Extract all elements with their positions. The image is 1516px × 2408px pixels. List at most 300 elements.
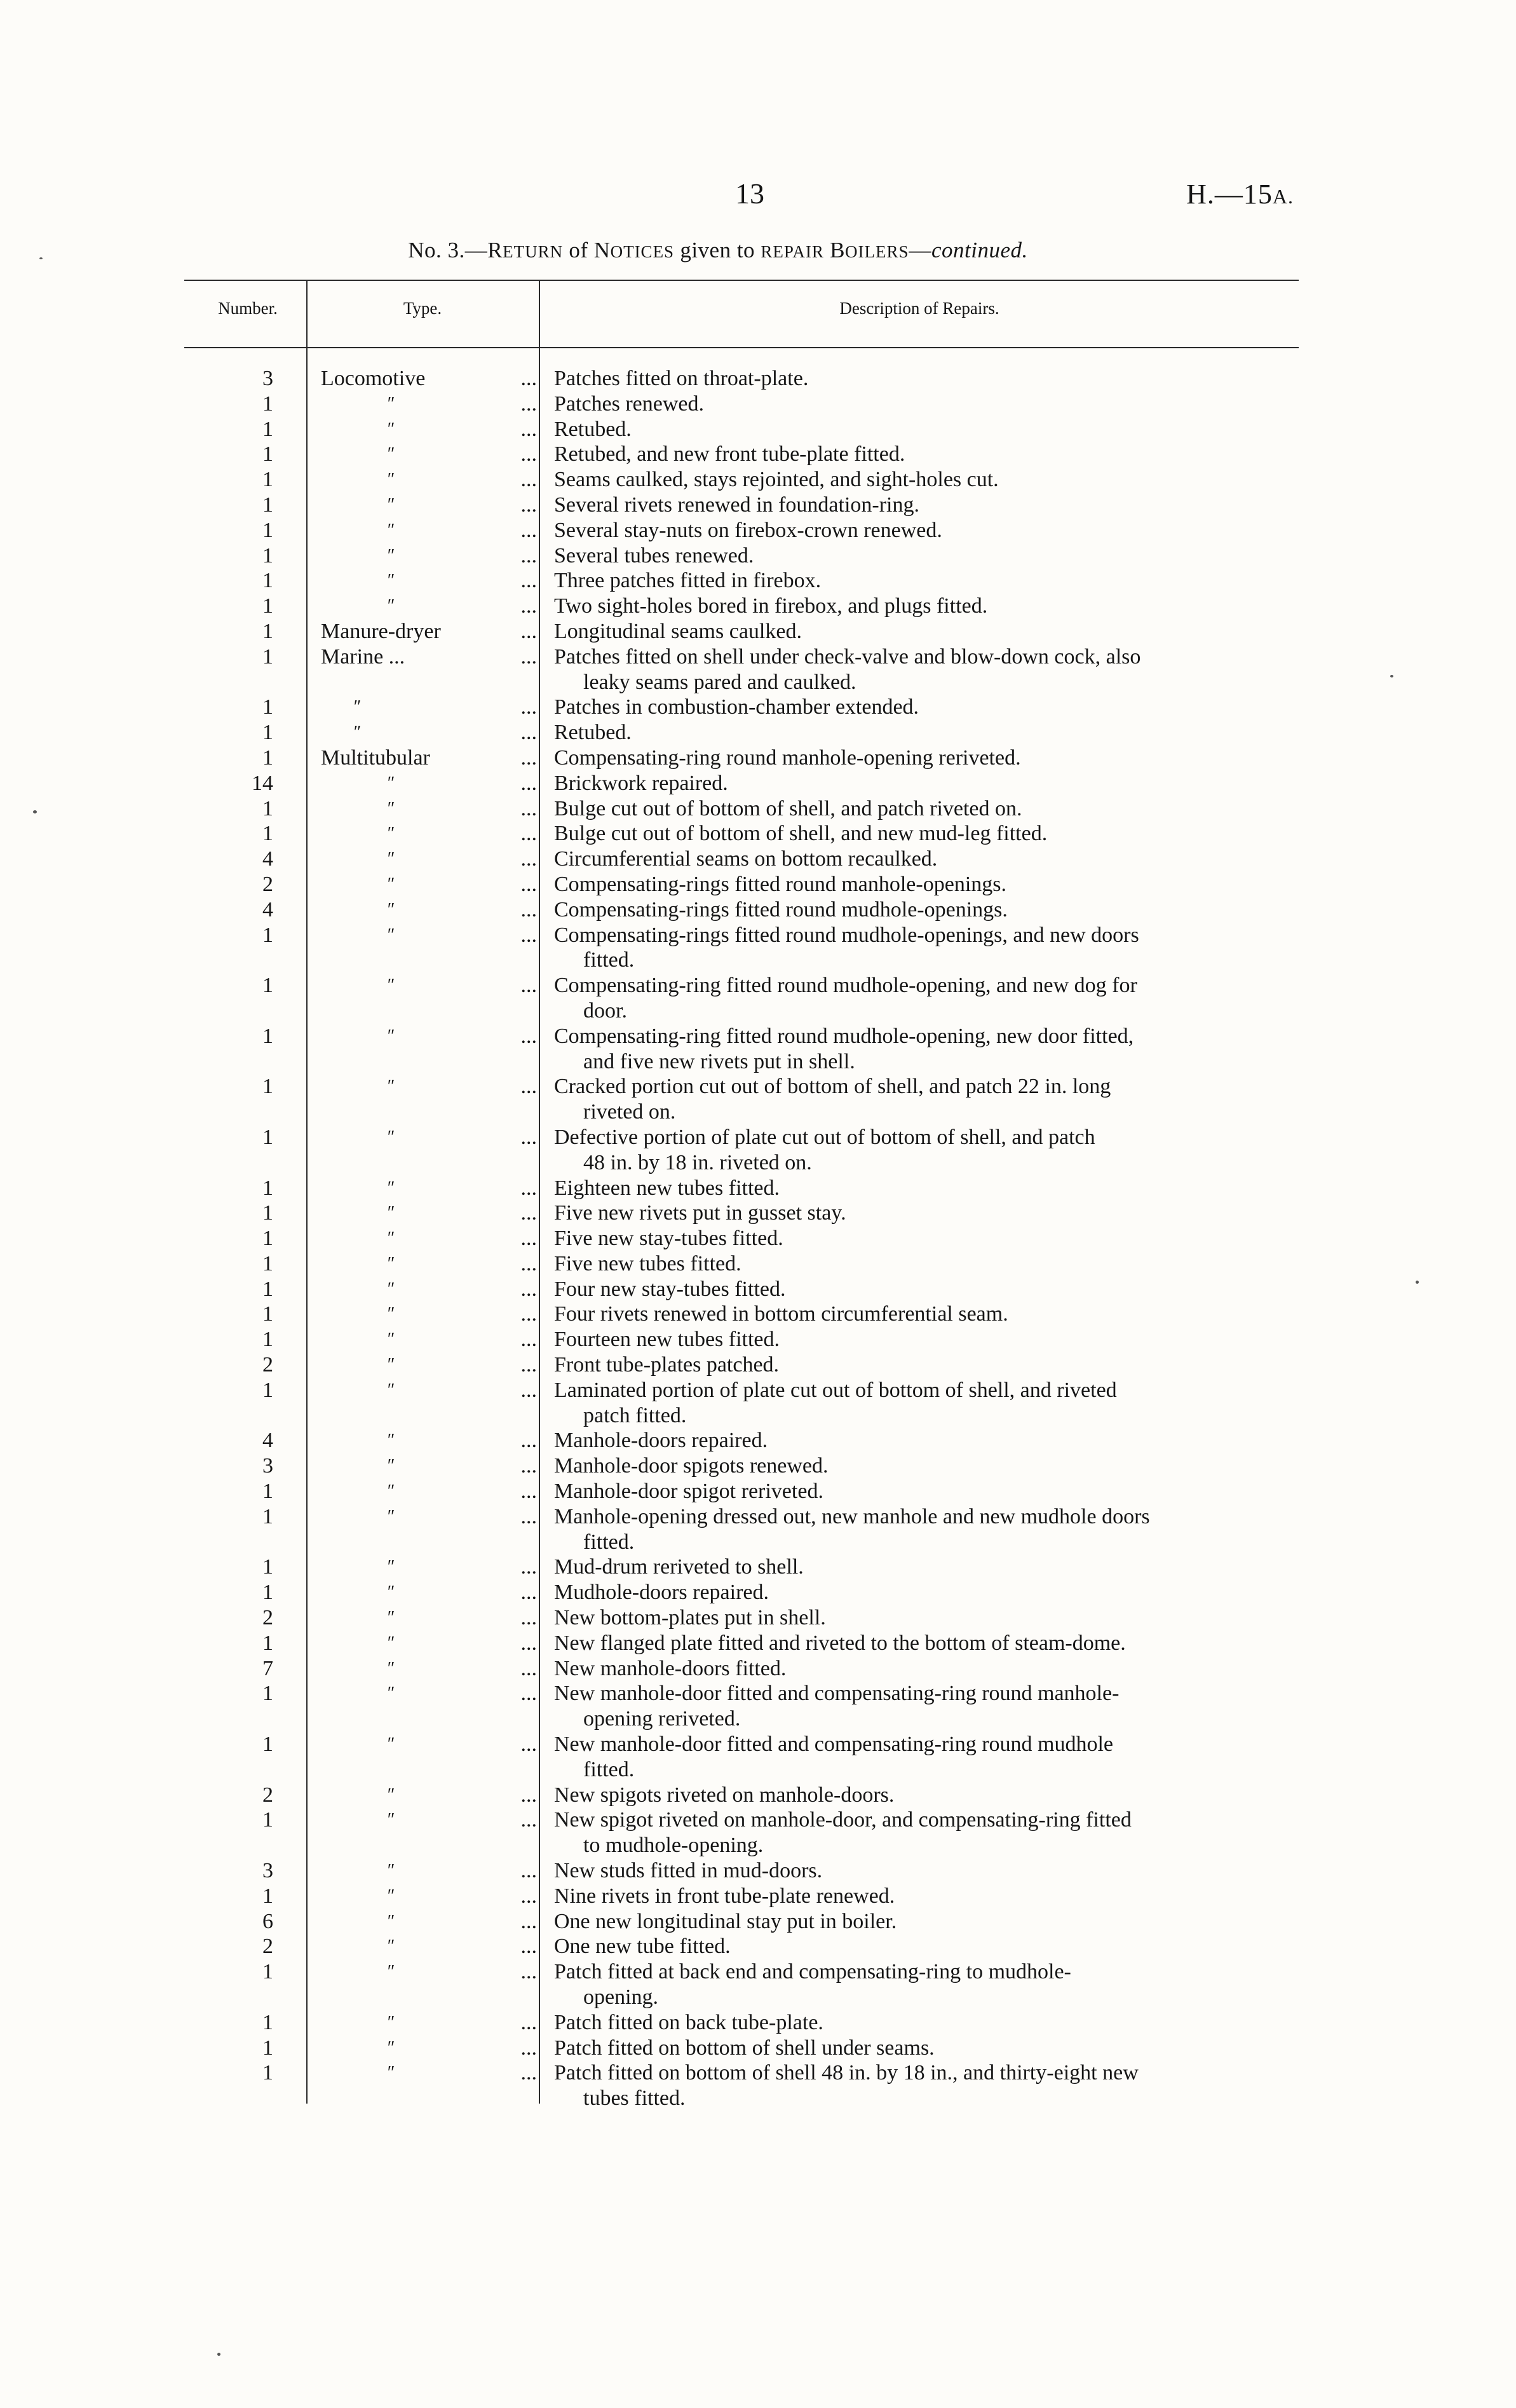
row-description (554, 1176, 1304, 1201)
description-line: Eighteen new tubes fitted. (554, 1176, 780, 1200)
description-line: Compensating-ring fitted round mudhole-opening, and new dog for (554, 974, 1137, 998)
row-type-ditto: ″ (386, 925, 394, 945)
row-description (554, 1783, 1304, 1808)
row-type-ditto: ″ (386, 849, 394, 869)
print-speck (1390, 675, 1393, 677)
row-description (554, 644, 1304, 695)
row-number: 4 (262, 897, 273, 922)
title-return-rest: ETURN (503, 242, 564, 261)
table-row (0, 1681, 1516, 1732)
row-description (554, 1074, 1304, 1125)
leader-dots: ... (520, 1859, 537, 1883)
row-description (554, 1605, 1304, 1631)
table-row (0, 1631, 1516, 1656)
description-line: Patches renewed. (554, 391, 705, 416)
row-number: 1 (262, 1227, 273, 1251)
table-row (0, 568, 1516, 594)
row-description (554, 1226, 1304, 1251)
row-description (554, 1580, 1304, 1605)
row-description (554, 1201, 1304, 1226)
description-line: Four rivets renewed in bottom circumferential seam. (554, 1302, 1008, 1326)
row-number: 2 (262, 1353, 273, 1377)
table-row (0, 1580, 1516, 1605)
row-type-ditto: ″ (386, 470, 394, 490)
description-line: New manhole-doors fitted. (554, 1656, 787, 1680)
row-type-ditto: ″ (386, 1203, 394, 1223)
row-type-ditto: ″ (386, 874, 394, 894)
row-description (554, 1681, 1304, 1732)
table-row (0, 1327, 1516, 1352)
leader-dots: ... (520, 1935, 537, 1959)
title-given-to: given to (674, 238, 761, 262)
leader-dots: ... (520, 822, 537, 846)
title-return-r: R (487, 238, 503, 262)
row-number: 1 (262, 2061, 273, 2085)
row-description (554, 568, 1304, 594)
row-number: 14 (252, 771, 273, 795)
table-row (0, 366, 1516, 391)
table-row (0, 973, 1516, 1024)
leader-dots: ... (520, 695, 537, 719)
row-description (554, 897, 1304, 923)
leader-dots: ... (520, 2010, 537, 2034)
row-number: 1 (262, 695, 273, 719)
title-of: of (563, 238, 594, 262)
table-row (0, 1783, 1516, 1808)
column-header-number: Number. (218, 299, 278, 318)
table-row (0, 1201, 1516, 1226)
row-description (554, 1858, 1304, 1884)
row-description (554, 1428, 1304, 1453)
row-description (554, 594, 1304, 619)
description-line: Compensating-ring round manhole-opening reriveted. (554, 745, 1021, 770)
row-number: 1 (262, 721, 273, 745)
row-number: 1 (262, 594, 273, 618)
table-row (0, 821, 1516, 847)
row-type-ditto: ″ (386, 1026, 394, 1046)
table-row (0, 1554, 1516, 1580)
leader-dots: ... (520, 543, 537, 568)
description-line: Patch fitted on bottom of shell under seams. (554, 2036, 935, 2060)
leader-dots: ... (520, 442, 537, 466)
row-number: 1 (262, 493, 273, 517)
row-type-ditto: ″ (386, 773, 394, 793)
row-description (554, 467, 1304, 493)
leader-dots: ... (520, 1176, 537, 1200)
row-description (554, 973, 1304, 1024)
leader-dots: ... (520, 1378, 537, 1402)
table-row (0, 1909, 1516, 1935)
row-type-ditto: ″ (386, 419, 394, 439)
doc-ref-main: H.—15 (1186, 179, 1273, 210)
table-row (0, 1934, 1516, 1959)
row-type-ditto: ″ (386, 1481, 394, 1502)
row-number: 2 (262, 1935, 273, 1959)
row-type-ditto: ″ (386, 976, 394, 996)
row-description (554, 518, 1304, 543)
row-type-ditto: ″ (386, 899, 394, 920)
row-number: 1 (262, 1125, 273, 1149)
leader-dots: ... (520, 594, 537, 618)
row-number: 3 (262, 367, 273, 390)
table-row (0, 1732, 1516, 1783)
row-type-ditto: ″ (386, 545, 394, 566)
table-row (0, 1605, 1516, 1631)
row-description (554, 847, 1304, 872)
description-line: Compensating-rings fitted round manhole-openings. (554, 872, 1006, 896)
description-line: Manhole-opening dressed out, new manhole and new mudhole doors (554, 1504, 1150, 1528)
row-number: 2 (262, 1783, 273, 1807)
table-row (0, 1125, 1516, 1176)
table-row (0, 1352, 1516, 1378)
row-type-ditto: ″ (386, 1431, 394, 1451)
row-number: 1 (262, 1581, 273, 1605)
row-type-ditto: ″ (386, 1253, 394, 1274)
row-number: 1 (262, 1960, 273, 1984)
table-row (0, 1251, 1516, 1277)
table-row (0, 1226, 1516, 1251)
table-row (0, 2060, 1516, 2111)
table-row (0, 897, 1516, 923)
table-row (0, 847, 1516, 872)
row-type-ditto: ″ (353, 723, 360, 743)
row-type-ditto: ″ (386, 1684, 394, 1704)
table-row (0, 644, 1516, 695)
title-notices-rest: OTICES (610, 242, 675, 261)
row-description (554, 2010, 1304, 2036)
leader-dots: ... (520, 1479, 537, 1504)
row-description (554, 1631, 1304, 1656)
description-line: Several rivets renewed in foundation-ring. (554, 493, 919, 517)
leader-dots: ... (520, 1504, 537, 1528)
row-description (554, 1378, 1304, 1429)
row-description (554, 695, 1304, 720)
description-continuation: opening reriveted. (583, 1707, 741, 1731)
description-line: New manhole-door fitted and compensating-ring round mudhole (554, 1732, 1113, 1757)
row-number: 1 (262, 1555, 273, 1579)
description-continuation: riveted on. (583, 1100, 676, 1124)
leader-dots: ... (520, 1328, 537, 1352)
row-number: 2 (262, 872, 273, 896)
row-number: 2 (262, 1606, 273, 1630)
description-line: Compensating-rings fitted round mudhole-openings. (554, 897, 1008, 922)
leader-dots: ... (520, 847, 537, 871)
row-description (554, 417, 1304, 442)
leader-dots: ... (520, 468, 537, 492)
description-line: Brickwork repaired. (554, 771, 728, 795)
leader-dots: ... (520, 796, 537, 820)
row-type-ditto: ″ (386, 1380, 394, 1400)
leader-dots: ... (520, 1302, 537, 1326)
row-type-ditto: ″ (386, 393, 394, 414)
description-line: Patches in combustion-chamber extended. (554, 695, 919, 719)
leader-dots: ... (520, 1631, 537, 1655)
row-number: 1 (262, 619, 273, 643)
row-type-ditto: ″ (386, 494, 394, 515)
row-description (554, 1453, 1304, 1479)
description-line: Longitudinal seams caulked. (554, 619, 802, 643)
row-number: 3 (262, 1859, 273, 1883)
leader-dots: ... (520, 1353, 537, 1377)
row-type-ditto: ″ (386, 1279, 394, 1299)
row-number: 1 (262, 518, 273, 542)
row-description (554, 1479, 1304, 1504)
description-line: Retubed. (554, 721, 632, 745)
table-row (0, 771, 1516, 796)
row-description (554, 1277, 1304, 1302)
row-type-ditto: ″ (386, 1911, 394, 1931)
description-line: Patches fitted on throat-plate. (554, 367, 809, 390)
table-row (0, 1656, 1516, 1682)
description-line: One new tube fitted. (554, 1935, 731, 1959)
row-type-ditto: ″ (386, 1861, 394, 1881)
print-speck (33, 810, 37, 813)
title-repair: REPAIR (761, 242, 824, 261)
column-header-type: Type. (403, 299, 442, 318)
description-line: Bulge cut out of bottom of shell, and patch riveted on. (554, 796, 1022, 820)
row-number: 1 (262, 796, 273, 820)
leader-dots: ... (520, 391, 537, 416)
row-type-ditto: ″ (386, 1962, 394, 1982)
description-continuation: 48 in. by 18 in. riveted on. (583, 1150, 812, 1174)
table-row (0, 518, 1516, 543)
table-row (0, 2010, 1516, 2036)
row-type-ditto: ″ (386, 520, 394, 540)
row-description (554, 1807, 1304, 1858)
table-row (0, 872, 1516, 897)
row-number: 4 (262, 847, 273, 871)
row-number: 1 (262, 822, 273, 846)
table-row (0, 467, 1516, 493)
description-line: Compensating-ring fitted round mudhole-opening, new door fitted, (554, 1024, 1134, 1048)
row-number: 1 (262, 391, 273, 416)
table-row (0, 619, 1516, 644)
row-description (554, 1554, 1304, 1580)
title-notices-n: N (593, 238, 611, 262)
description-line: Fourteen new tubes fitted. (554, 1328, 780, 1352)
row-description (554, 796, 1304, 822)
leader-dots: ... (520, 1227, 537, 1251)
row-type-ditto: ″ (386, 798, 394, 819)
row-type-ditto: ″ (386, 1734, 394, 1755)
row-number: 1 (262, 1504, 273, 1528)
row-type-ditto: ″ (386, 1936, 394, 1957)
row-number: 1 (262, 417, 273, 441)
row-description (554, 771, 1304, 796)
title-dash: — (909, 238, 931, 262)
description-continuation: patch fitted. (583, 1403, 687, 1427)
row-description (554, 1302, 1304, 1327)
leader-dots: ... (520, 1024, 537, 1048)
title-continued: continued. (931, 238, 1028, 262)
leader-dots: ... (520, 974, 537, 998)
row-type-ditto: ″ (386, 2037, 394, 2058)
description-line: New bottom-plates put in shell. (554, 1606, 826, 1630)
description-line: Several tubes renewed. (554, 543, 754, 568)
row-type-ditto: ″ (386, 1658, 394, 1678)
leader-dots: ... (520, 417, 537, 441)
table-row (0, 1884, 1516, 1909)
print-speck (39, 257, 43, 259)
description-line: Front tube-plates patched. (554, 1353, 780, 1377)
leader-dots: ... (520, 771, 537, 795)
row-type: Locomotive (321, 367, 426, 390)
table-row (0, 1858, 1516, 1884)
table-header-rule (184, 347, 1299, 348)
row-type-ditto: ″ (386, 1886, 394, 1906)
doc-ref-suffix: A. (1272, 185, 1294, 208)
description-line: Mud-drum reriveted to shell. (554, 1555, 804, 1579)
row-number: 1 (262, 1277, 273, 1301)
leader-dots: ... (520, 1884, 537, 1908)
row-description (554, 1732, 1304, 1783)
leader-dots: ... (520, 1251, 537, 1275)
table-top-rule (184, 280, 1299, 281)
row-number: 1 (262, 2010, 273, 2034)
table-row (0, 442, 1516, 467)
leader-dots: ... (520, 1732, 537, 1757)
print-speck (217, 2353, 220, 2356)
row-description (554, 1959, 1304, 2010)
leader-dots: ... (520, 644, 537, 669)
description-line: Five new rivets put in gusset stay. (554, 1201, 846, 1225)
description-line: Five new tubes fitted. (554, 1251, 741, 1275)
leader-dots: ... (520, 619, 537, 643)
table-row (0, 1176, 1516, 1201)
row-number: 3 (262, 1454, 273, 1478)
row-description (554, 923, 1304, 974)
row-number: 1 (262, 1378, 273, 1402)
leader-dots: ... (520, 1909, 537, 1933)
leader-dots: ... (520, 1960, 537, 1984)
leader-dots: ... (520, 1201, 537, 1225)
row-number: 1 (262, 1201, 273, 1225)
row-description (554, 391, 1304, 417)
row-number: 1 (262, 468, 273, 492)
leader-dots: ... (520, 1075, 537, 1099)
row-number: 1 (262, 569, 273, 593)
row-number: 1 (262, 923, 273, 947)
description-line: Five new stay-tubes fitted. (554, 1227, 783, 1251)
description-line: Several stay-nuts on firebox-crown renewed. (554, 518, 942, 542)
table-row (0, 417, 1516, 442)
table-body (0, 366, 1516, 2111)
description-line: Retubed. (554, 417, 632, 441)
table-row (0, 796, 1516, 822)
table-row (0, 493, 1516, 518)
print-speck (1416, 1281, 1419, 1284)
description-line: Seams caulked, stays rejointed, and sight-holes cut. (554, 468, 999, 492)
row-description (554, 1327, 1304, 1352)
description-line: Patch fitted on back tube-plate. (554, 2010, 823, 2034)
row-type-ditto: ″ (386, 1456, 394, 1476)
description-line: Manhole-door spigots renewed. (554, 1454, 829, 1478)
row-type-ditto: ″ (386, 1355, 394, 1375)
row-number: 1 (262, 1302, 273, 1326)
row-type-ditto: ″ (386, 1582, 394, 1603)
leader-dots: ... (520, 1783, 537, 1807)
description-line: New spigot riveted on manhole-door, and compensating-ring fitted (554, 1808, 1132, 1832)
table-title (305, 238, 1131, 263)
description-line: New studs fitted in mud-doors. (554, 1859, 823, 1883)
row-number: 1 (262, 745, 273, 770)
row-number: 1 (262, 1682, 273, 1706)
title-prefix: No. 3.— (408, 238, 488, 262)
row-description (554, 1909, 1304, 1935)
row-type-ditto: ″ (386, 1608, 394, 1628)
row-description (554, 1656, 1304, 1682)
table-row (0, 1024, 1516, 1075)
row-description (554, 2060, 1304, 2111)
description-line: Patch fitted at back end and compensating-ring to mudhole- (554, 1960, 1071, 1984)
description-line: Cracked portion cut out of bottom of shell, and patch 22 in. long (554, 1075, 1111, 1099)
leader-dots: ... (520, 1808, 537, 1832)
row-type-ditto: ″ (386, 596, 394, 616)
leader-dots: ... (520, 1429, 537, 1453)
table-row (0, 1378, 1516, 1429)
column-header-description: Description of Repairs. (839, 299, 999, 318)
leader-dots: ... (520, 923, 537, 947)
leader-dots: ... (520, 872, 537, 896)
description-line: Manhole-doors repaired. (554, 1429, 768, 1453)
table-row (0, 923, 1516, 974)
leader-dots: ... (520, 2061, 537, 2085)
description-line: Compensating-rings fitted round mudhole-openings, and new doors (554, 923, 1139, 947)
row-number: 1 (262, 974, 273, 998)
description-line: One new longitudinal stay put in boiler. (554, 1909, 897, 1933)
table-row (0, 720, 1516, 745)
description-line: Laminated portion of plate cut out of bottom of shell, and riveted (554, 1378, 1117, 1402)
row-number: 1 (262, 442, 273, 466)
row-type-ditto: ″ (386, 1178, 394, 1198)
description-continuation: fitted. (583, 948, 635, 972)
leader-dots: ... (520, 493, 537, 517)
title-space (824, 238, 830, 262)
leader-dots: ... (520, 1656, 537, 1680)
description-line: Retubed, and new front tube-plate fitted. (554, 442, 905, 466)
row-number: 4 (262, 1429, 273, 1453)
row-number: 1 (262, 1808, 273, 1832)
row-type-ditto: ″ (353, 697, 360, 718)
leader-dots: ... (520, 745, 537, 770)
row-type-ditto: ″ (386, 571, 394, 591)
description-continuation: to mudhole-opening. (583, 1833, 764, 1858)
leader-dots: ... (520, 367, 537, 390)
row-description (554, 442, 1304, 467)
description-continuation: fitted. (583, 1757, 635, 1781)
table-row (0, 1074, 1516, 1125)
table-row (0, 1453, 1516, 1479)
leader-dots: ... (520, 1454, 537, 1478)
row-number: 1 (262, 1176, 273, 1200)
table-row (0, 391, 1516, 417)
row-type: Multitubular (321, 745, 430, 770)
row-number: 6 (262, 1909, 273, 1933)
description-continuation: and five new rivets put in shell. (583, 1049, 855, 1073)
row-description (554, 366, 1304, 391)
row-description (554, 1251, 1304, 1277)
description-line: Three patches fitted in firebox. (554, 569, 822, 593)
document-reference (1186, 178, 1294, 210)
table-row (0, 1479, 1516, 1504)
leader-dots: ... (520, 1682, 537, 1706)
table-row (0, 745, 1516, 771)
row-type-ditto: ″ (386, 1304, 394, 1324)
row-number: 1 (262, 1328, 273, 1352)
table-row (0, 1428, 1516, 1453)
table-row (0, 1302, 1516, 1327)
row-number: 1 (262, 644, 273, 669)
